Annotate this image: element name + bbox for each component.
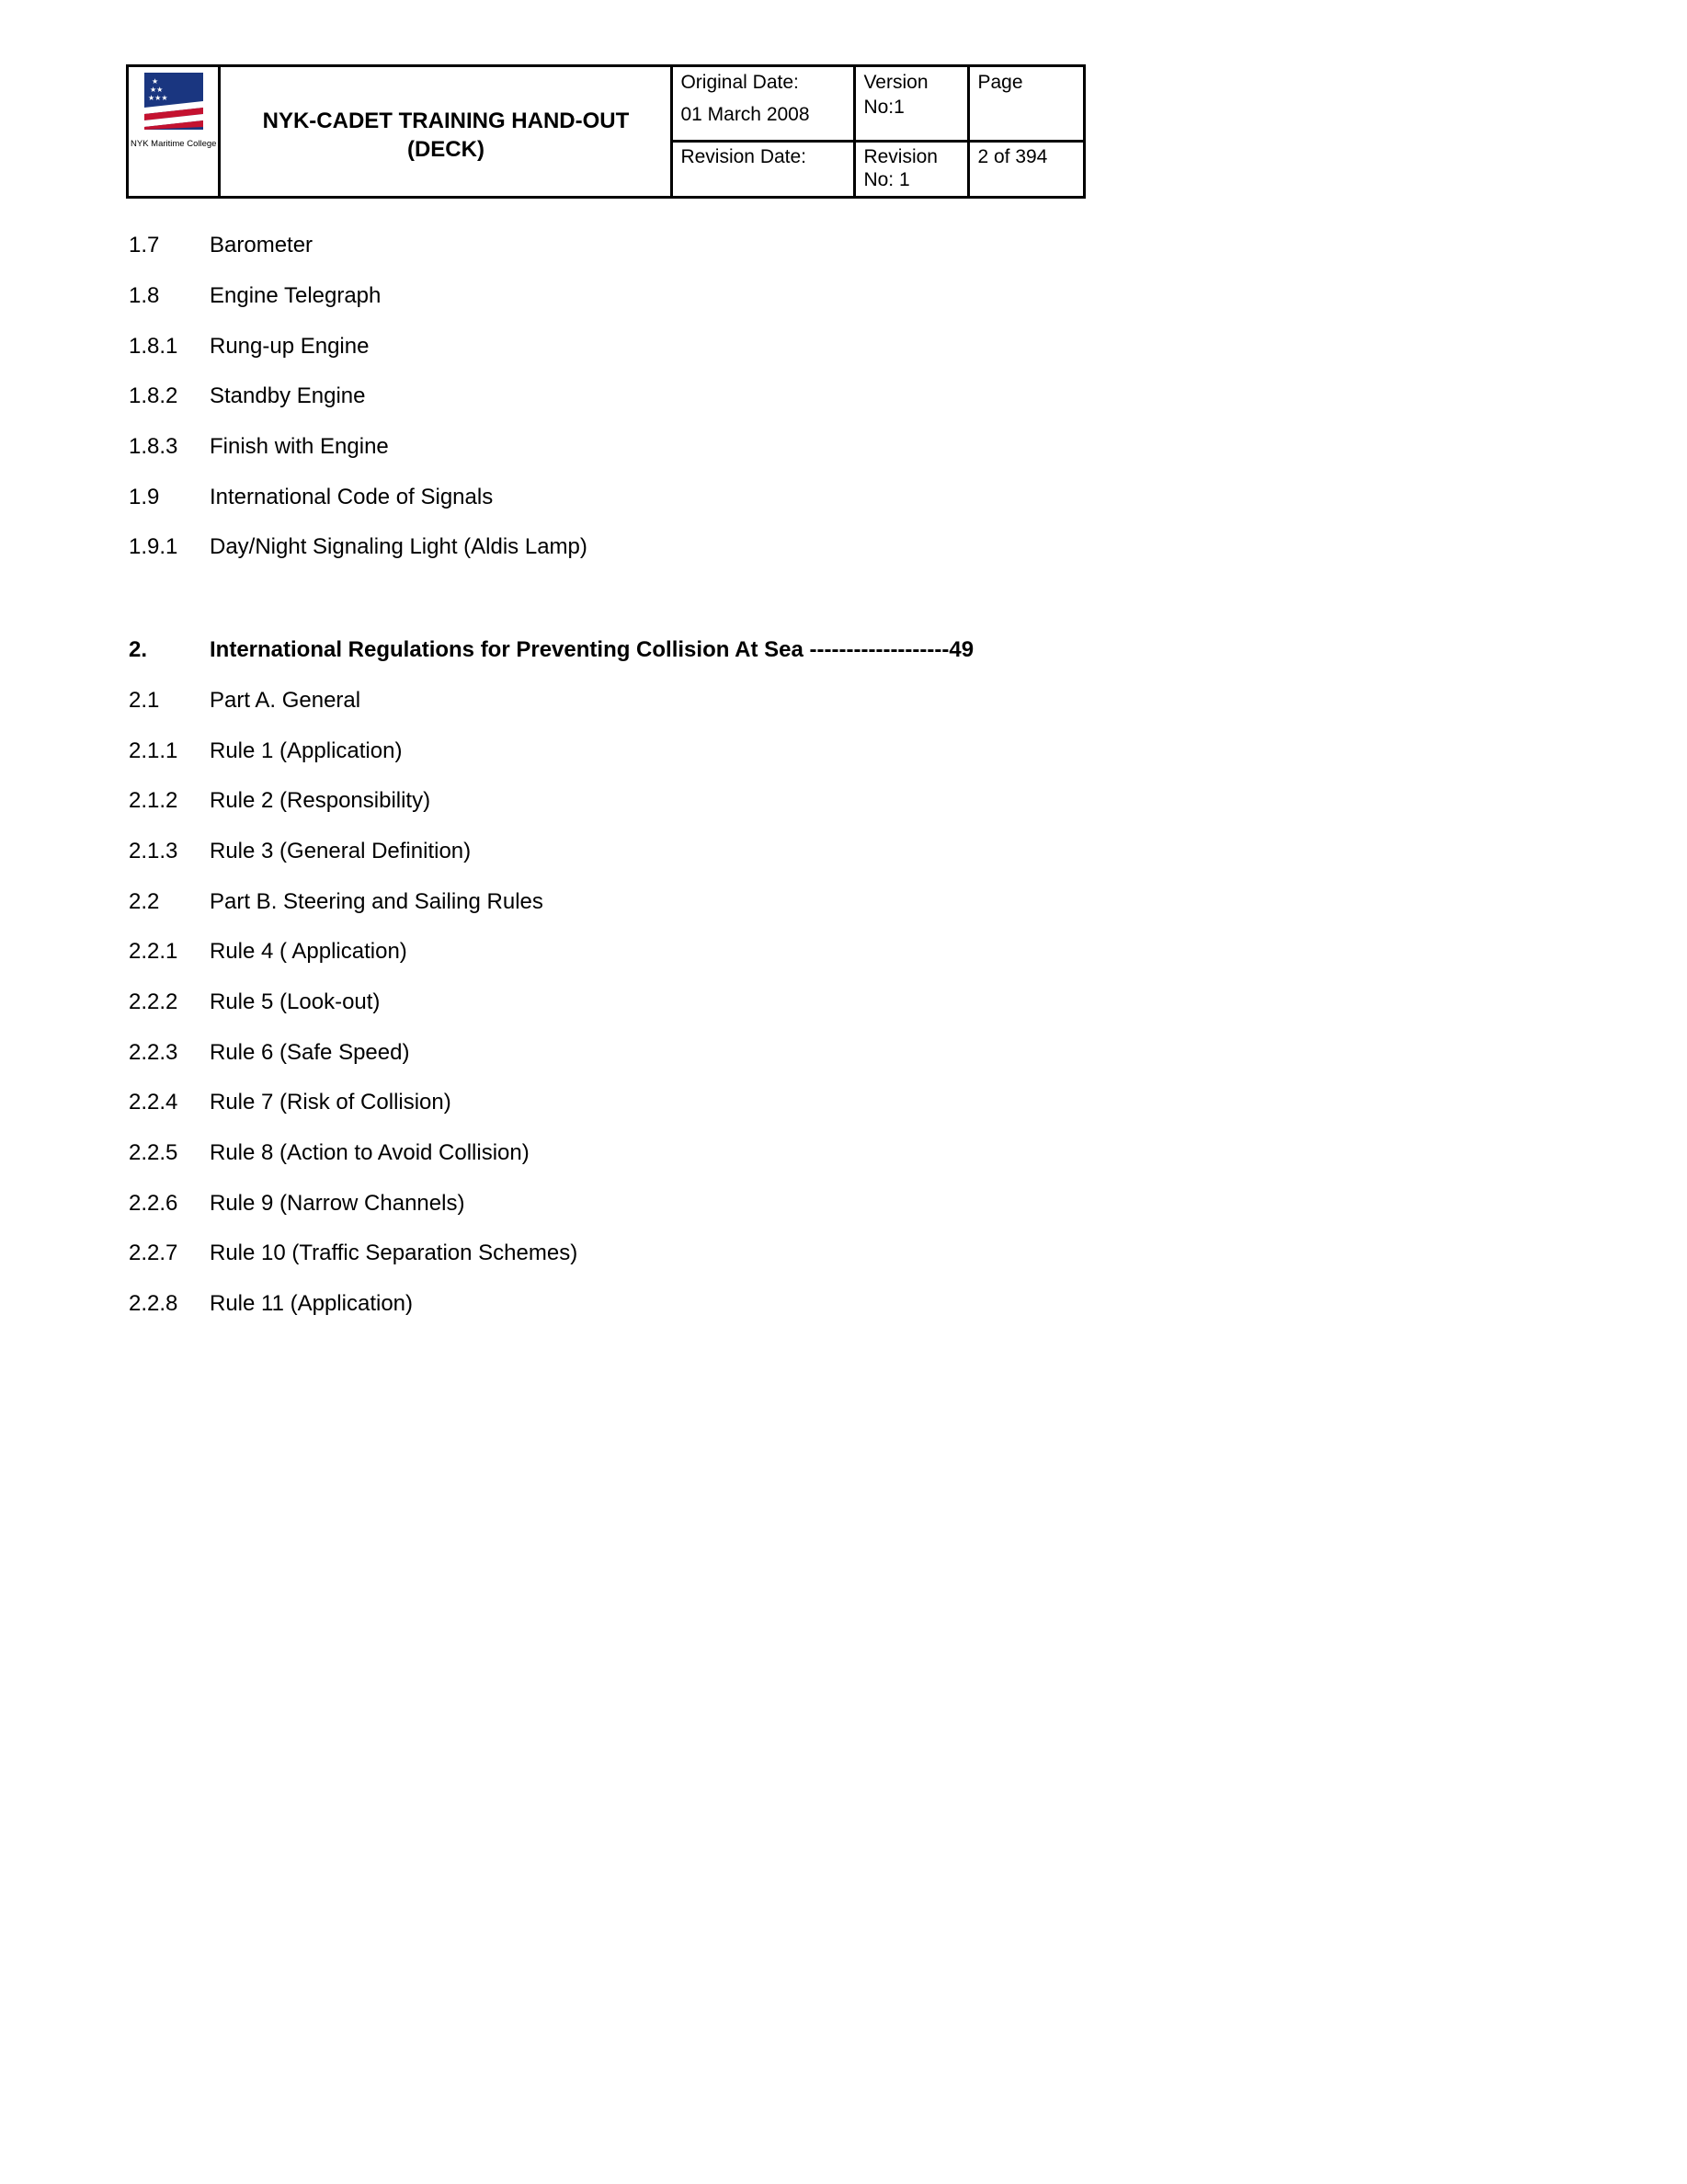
toc-item-label: Rule 6 (Safe Speed) <box>210 1039 410 1065</box>
toc-row <box>129 827 1489 877</box>
toc-row <box>129 1078 1489 1128</box>
toc-item-number: 1.8.2 <box>129 383 178 409</box>
svg-text:★: ★ <box>151 77 158 86</box>
toc-row <box>129 876 1489 927</box>
toc-row <box>129 372 1489 422</box>
toc-item-label: Engine Telegraph <box>210 283 382 309</box>
toc-row <box>129 978 1489 1028</box>
logo-cell <box>128 66 220 198</box>
college-name: NYK Maritime College <box>131 139 217 149</box>
toc-item-number: 2.2.4 <box>129 1090 178 1115</box>
toc-row <box>129 927 1489 978</box>
toc-item-number: 1.8.1 <box>129 333 178 359</box>
toc-item-label: Rule 10 (Traffic Separation Schemes) <box>210 1241 578 1266</box>
header-row-top <box>128 66 1085 142</box>
toc-row <box>129 522 1489 573</box>
toc-row <box>129 1229 1489 1279</box>
svg-text:★★: ★★ <box>149 86 164 94</box>
toc-item-label: Part B. Steering and Sailing Rules <box>210 888 543 914</box>
toc-item-number: 1.9 <box>129 484 160 509</box>
toc-row <box>129 422 1489 473</box>
toc-item-label: Rule 11 (Application) <box>210 1291 414 1317</box>
toc-item-label: Rule 9 (Narrow Channels) <box>210 1190 465 1216</box>
toc-item-number: 2.2 <box>129 888 160 914</box>
original-date-value: 01 March 2008 <box>680 104 810 125</box>
toc-row <box>129 271 1489 322</box>
toc-item-label: Rule 4 ( Application) <box>210 939 407 965</box>
toc-item-label: International Regulations for Preventing Collision At Sea -------------------49 <box>210 637 975 663</box>
toc-row <box>129 726 1489 776</box>
toc-row <box>129 1178 1489 1229</box>
toc-item-label: Part A. General <box>210 687 361 713</box>
nyk-flag-logo-icon <box>144 77 203 134</box>
toc-item-number: 1.8.3 <box>129 434 178 460</box>
version-no-cell: Version No:1 <box>855 66 969 142</box>
toc-item-label: Finish with Engine <box>210 434 389 460</box>
original-date-label: Original Date: <box>680 72 799 93</box>
toc-item-number: 2.1.2 <box>129 788 178 814</box>
page-value-cell: 2 of 394 <box>969 142 1085 198</box>
toc-item-number: 2. <box>129 637 148 663</box>
toc-item-number: 2.2.7 <box>129 1241 178 1266</box>
toc-row <box>129 221 1489 271</box>
original-date-cell <box>672 66 855 142</box>
toc-item-label: Rule 8 (Action to Avoid Collision) <box>210 1140 530 1166</box>
toc-item-number: 2.2.6 <box>129 1190 178 1216</box>
toc-item-number: 1.9.1 <box>129 534 178 560</box>
page-label-cell: Page <box>969 66 1085 142</box>
toc-item-number: 2.2.2 <box>129 989 178 1014</box>
toc-row <box>129 776 1489 827</box>
document-subtitle: (DECK) <box>406 136 484 162</box>
toc-item-label: International Code of Signals <box>210 484 494 509</box>
toc-item-number: 2.2.1 <box>129 939 178 965</box>
toc-row <box>129 472 1489 522</box>
toc-row <box>129 321 1489 372</box>
toc-item-label: Rule 5 (Look-out) <box>210 989 381 1014</box>
toc-row <box>129 625 1489 676</box>
toc-item-number: 2.2.5 <box>129 1140 178 1166</box>
toc-row <box>129 1027 1489 1078</box>
svg-text:★★★: ★★★ <box>147 94 168 102</box>
toc-item-label: Rule 3 (General Definition) <box>210 838 472 863</box>
toc-item-label: Rule 7 (Risk of Collision) <box>210 1090 451 1115</box>
toc-item-label: Standby Engine <box>210 383 366 409</box>
toc-item-label: Rule 1 (Application) <box>210 738 403 763</box>
toc-item-number: 2.2.8 <box>129 1291 178 1317</box>
revision-no-cell: Revision No: 1 <box>855 142 969 198</box>
toc-item-label: Barometer <box>210 233 313 258</box>
toc-item-number: 2.1 <box>129 687 160 713</box>
revision-date-cell: Revision Date: <box>672 142 855 198</box>
toc-row <box>129 1279 1489 1330</box>
toc-item-number: 2.1.1 <box>129 738 178 763</box>
toc-item-number: 1.8 <box>129 283 160 309</box>
toc-item-number: 2.2.3 <box>129 1039 178 1065</box>
header-table <box>126 64 1086 199</box>
document-title: NYK-CADET TRAINING HAND-OUT <box>262 108 630 133</box>
toc-item-number: 2.1.3 <box>129 838 178 863</box>
toc-item-number: 1.7 <box>129 233 160 258</box>
toc-item-label: Day/Night Signaling Light (Aldis Lamp) <box>210 534 587 560</box>
toc-item-label: Rule 2 (Responsibility) <box>210 788 431 814</box>
toc-row <box>129 676 1489 726</box>
toc-item-label: Rung-up Engine <box>210 333 370 359</box>
toc-list <box>129 221 1489 1329</box>
title-cell <box>220 66 672 198</box>
toc-row <box>129 1128 1489 1179</box>
